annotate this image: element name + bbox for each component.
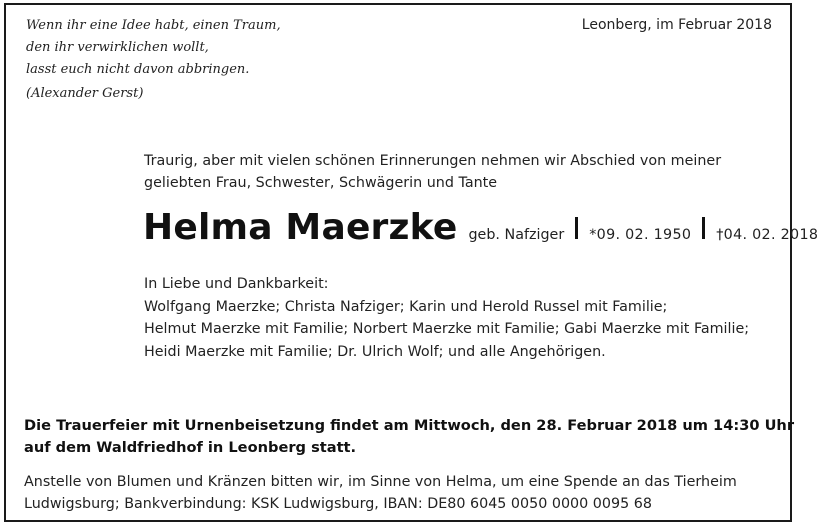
place-date: Leonberg, im Februar 2018 [581, 17, 772, 33]
divider [575, 217, 578, 239]
death-date: †04. 02. 2018 [716, 227, 818, 243]
donation-line: Ludwigsburg; Bankverbindung: KSK Ludwigsburg, IBAN: DE80 6045 0050 0000 0095 68 [24, 496, 652, 512]
divider [702, 217, 705, 239]
deceased-heading [143, 207, 818, 253]
epigraph-quote [26, 15, 281, 105]
family-line: Heidi Maerzke mit Familie; Dr. Ulrich Wolf; und alle Angehörigen. [144, 343, 606, 360]
birth-date: *09. 02. 1950 [589, 227, 692, 243]
donation-line: Anstelle von Blumen und Kränzen bitten wir, im Sinne von Helma, um eine Spende an das Tierheim [24, 474, 737, 490]
service-line: auf dem Waldfriedhof in Leonberg statt. [24, 439, 357, 456]
intro-line: geliebten Frau, Schwester, Schwägerin und Tante [144, 175, 498, 191]
intro-line: Traurig, aber mit vielen schönen Erinnerungen nehmen wir Abschied von meiner [144, 153, 722, 169]
quote-author: (Alexander Gerst) [26, 86, 144, 101]
quote-line: lasst euch nicht davon abbringen. [26, 62, 250, 77]
funeral-service-info [24, 415, 794, 459]
deceased-name: Helma Maerzke [143, 207, 458, 248]
family-line: Helmut Maerzke mit Familie; Norbert Maerzke mit Familie; Gabi Maerzke mit Familie; [144, 321, 750, 337]
family-line: In Liebe und Dankbarkeit: [144, 276, 329, 292]
obituary-notice [4, 3, 818, 522]
intro-text [144, 150, 721, 194]
family-line: Wolfgang Maerzke; Christa Nafziger; Karin und Herold Russel mit Familie; [144, 298, 668, 315]
maiden-name: geb. Nafziger [468, 227, 565, 243]
service-line: Die Trauerfeier mit Urnenbeisetzung findet am Mittwoch, den 28. Februar 2018 um 14:30 Uhr [24, 417, 795, 434]
donation-info [24, 471, 737, 515]
family-list [144, 273, 749, 363]
quote-line: Wenn ihr eine Idee habt, einen Traum, [26, 18, 281, 33]
quote-line: den ihr verwirklichen wollt, [26, 40, 209, 55]
